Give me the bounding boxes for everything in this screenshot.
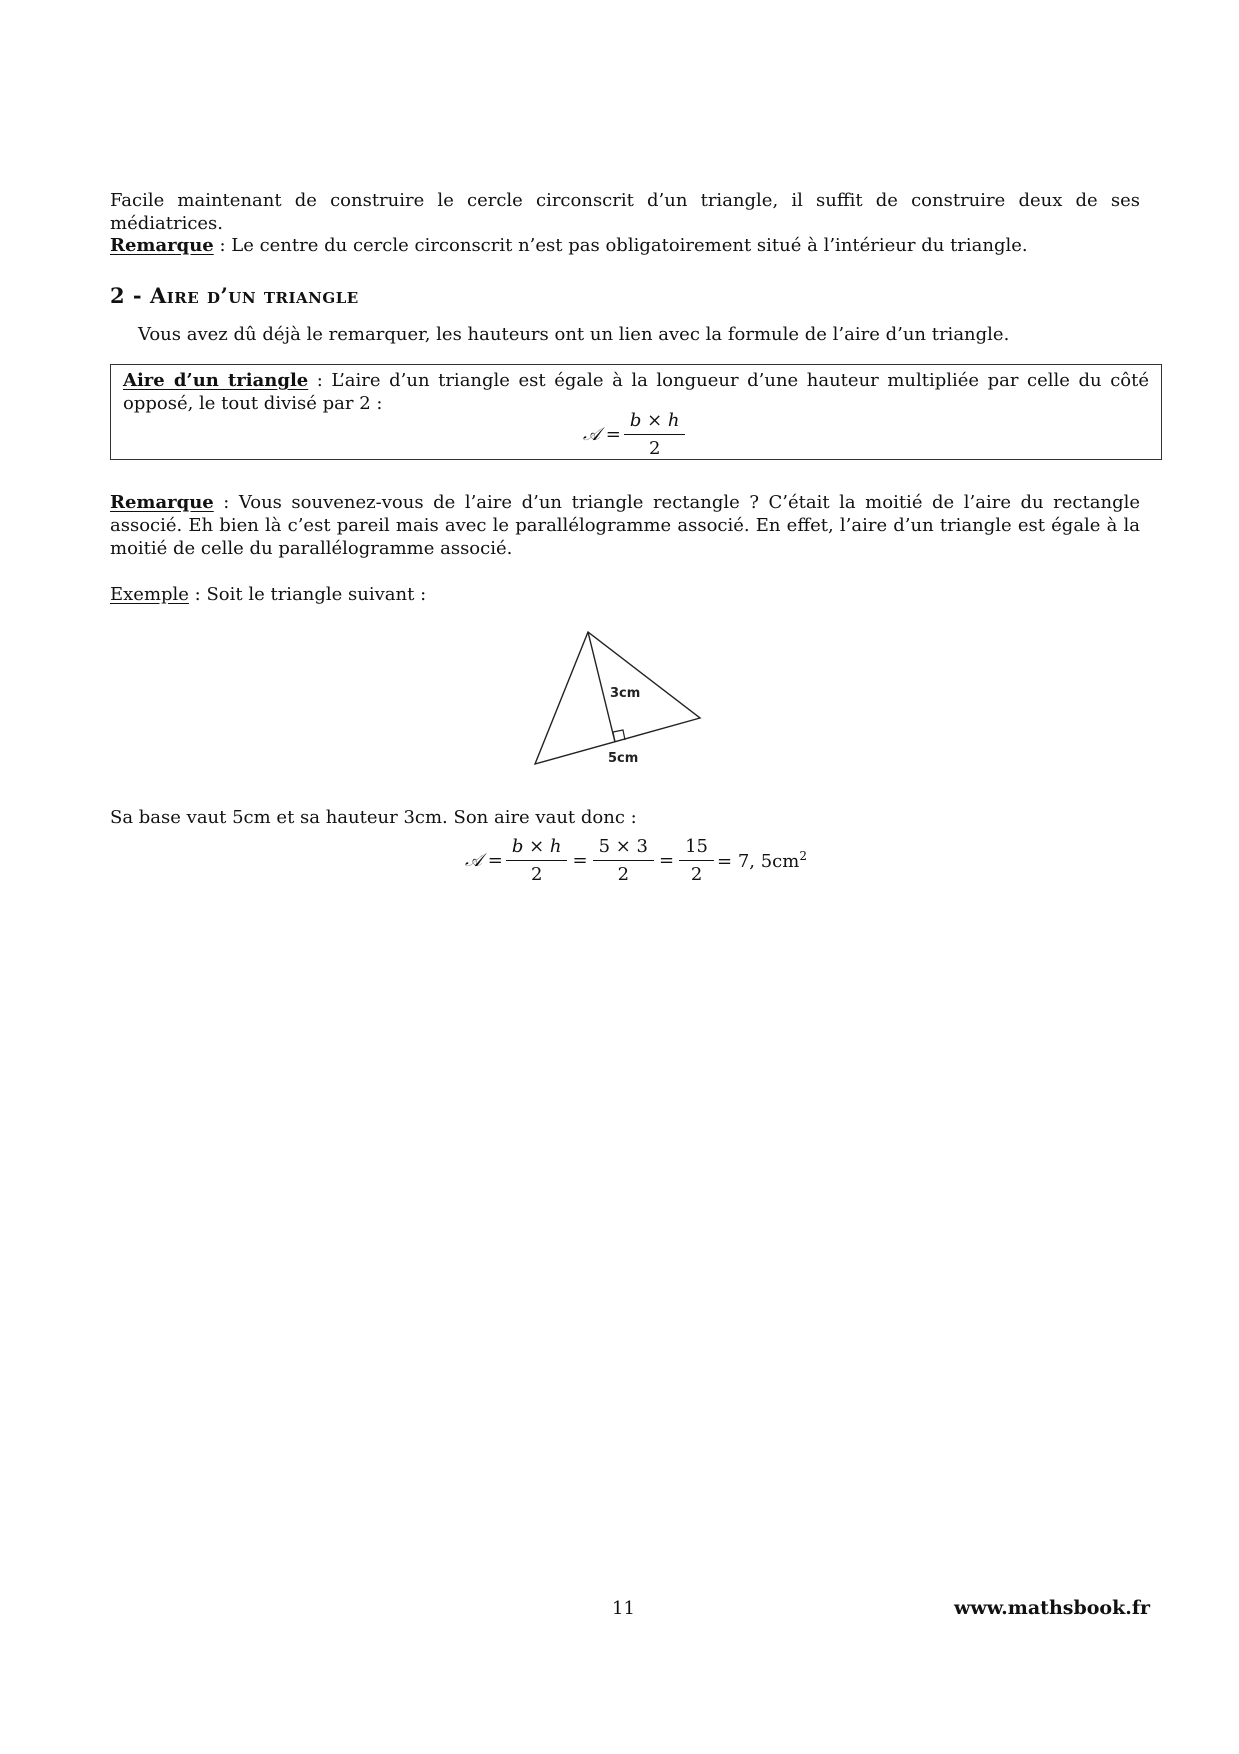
intro-paragraph: Facile maintenant de construire le cercle circonscrit d’un triangle, il suffit de construire deux de ses médiatrices. <box>110 190 1140 234</box>
definition-body: : L’aire d’un triangle est égale à la longueur d’une hauteur multipliée par celle du côté opposé, le tout divisé par 2 : <box>123 370 1149 414</box>
example-fraction-3-den: 2 <box>679 860 714 885</box>
equals-sign-2: = <box>659 850 675 871</box>
definition-label: Aire d’un triangle <box>123 370 309 391</box>
formula-denominator: 2 <box>624 434 686 459</box>
remark2-label: Remarque <box>110 492 214 513</box>
triangle-figure <box>530 630 720 780</box>
section-intro: Vous avez dû déjà le remarquer, les hauteurs ont un lien avec la formule de l’aire d’un triangle. <box>138 324 1010 345</box>
example-result-exponent: 2 <box>799 849 807 863</box>
example-fraction-1-num: b × h <box>511 836 562 857</box>
example-fraction-1-den: 2 <box>506 860 568 885</box>
result-paragraph: Sa base vaut 5cm et sa hauteur 3cm. Son aire vaut donc : <box>110 807 637 828</box>
example-result <box>717 849 807 872</box>
definition-box <box>110 364 1162 460</box>
example-fraction-2-den: 2 <box>593 860 654 885</box>
site-link[interactable]: www.mathsbook.fr <box>954 1597 1151 1619</box>
example-label: Exemple <box>110 584 189 605</box>
example-fraction-3 <box>682 836 711 885</box>
example-fraction-2 <box>596 836 651 885</box>
example-result-value: = 7, 5cm <box>717 851 800 872</box>
area-formula <box>583 410 688 459</box>
formula-fraction <box>627 410 683 459</box>
equals-sign-1: = <box>572 850 588 871</box>
remark2-paragraph <box>110 491 1140 560</box>
remark-label: Remarque <box>110 235 214 256</box>
example-fraction-2-num: 5 × 3 <box>598 836 649 857</box>
remark-text: : Le centre du cercle circonscrit n’est pas obligatoirement situé à l’intérieur du triangle. <box>213 235 1028 256</box>
base-label: 5cm <box>608 751 639 766</box>
example-paragraph <box>110 583 1140 606</box>
remark2-text: : Vous souvenez-vous de l’aire d’un triangle rectangle ? C’était la moitié de l’aire du rectangle associé. Eh bien là c’est pareil mais avec le parallélogramme associé. En effet, l’aire d’un triangle est égale à la moitié de celle du parallélogramme associé. <box>110 492 1140 559</box>
page-number: 11 <box>612 1598 635 1619</box>
formula-lhs: 𝒜 = <box>583 424 621 445</box>
formula-numerator: b × h <box>629 410 680 431</box>
example-fraction-3-num: 15 <box>685 836 709 857</box>
height-label: 3cm <box>610 686 641 701</box>
example-text: : Soit le triangle suivant : <box>188 584 427 605</box>
example-fraction-1 <box>509 836 565 885</box>
definition-text <box>123 369 1149 415</box>
remark-paragraph <box>110 234 1140 257</box>
example-formula-lhs: 𝒜 = <box>465 850 503 871</box>
section-title: 2 - Aire d’un triangle <box>110 283 359 308</box>
example-formula <box>465 836 807 885</box>
